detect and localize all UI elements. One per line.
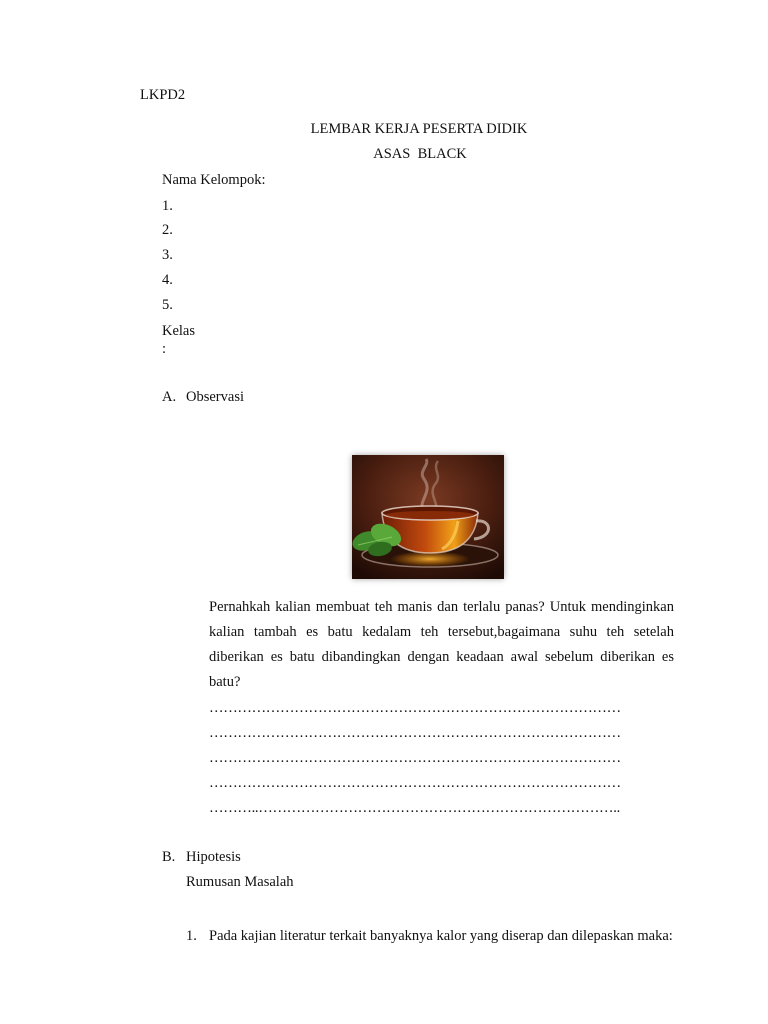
member-number: 3. bbox=[162, 247, 173, 263]
section-heading-hypothesis bbox=[162, 849, 241, 866]
page-subtitle: ASAS BLACK bbox=[373, 146, 467, 162]
answer-line: …………………………………………………………………………… bbox=[209, 750, 621, 766]
section-title: Observasi bbox=[186, 389, 244, 405]
document-id: LKPD2 bbox=[140, 87, 186, 103]
member-number: 4. bbox=[162, 272, 173, 288]
member-number: 2. bbox=[162, 222, 173, 238]
member-number: 1. bbox=[162, 198, 173, 214]
section-letter: B. bbox=[162, 849, 176, 865]
answer-line: …………………………………………………………………………… bbox=[209, 700, 621, 716]
tea-cup-image bbox=[352, 455, 504, 579]
section-letter: A. bbox=[162, 389, 177, 405]
class-label: Kelas bbox=[162, 323, 196, 339]
page-title: LEMBAR KERJA PESERTA DIDIK bbox=[310, 121, 528, 137]
section-heading-observation bbox=[162, 389, 244, 406]
member-number: 5. bbox=[162, 297, 173, 313]
answer-line: …………………………………………………………………………… bbox=[209, 725, 621, 741]
list-item-text: Pada kajian literatur terkait banyaknya kalor yang diserap dan dilepaskan maka: bbox=[209, 928, 673, 944]
answer-line: …………………………………………………………………………… bbox=[209, 775, 621, 791]
observation-question: Pernahkah kalian membuat teh manis dan terlalu panas? Untuk mendinginkan kalian tambah es batu kedalam teh tersebut,bagaimana suhu teh setelah diberikan es batu dibandingkan dengan keadaan awal sebelum diberikan es batu? bbox=[209, 599, 674, 690]
section-title: Hipotesis bbox=[186, 849, 241, 865]
group-name-label: Nama Kelompok: bbox=[162, 172, 266, 188]
problem-formulation-heading: Rumusan Masalah bbox=[186, 874, 294, 890]
class-colon: : bbox=[162, 341, 167, 357]
answer-lines bbox=[209, 696, 674, 821]
answer-line: ………..………………………………………………………………….. bbox=[209, 800, 620, 816]
list-item-number: 1. bbox=[186, 928, 197, 944]
